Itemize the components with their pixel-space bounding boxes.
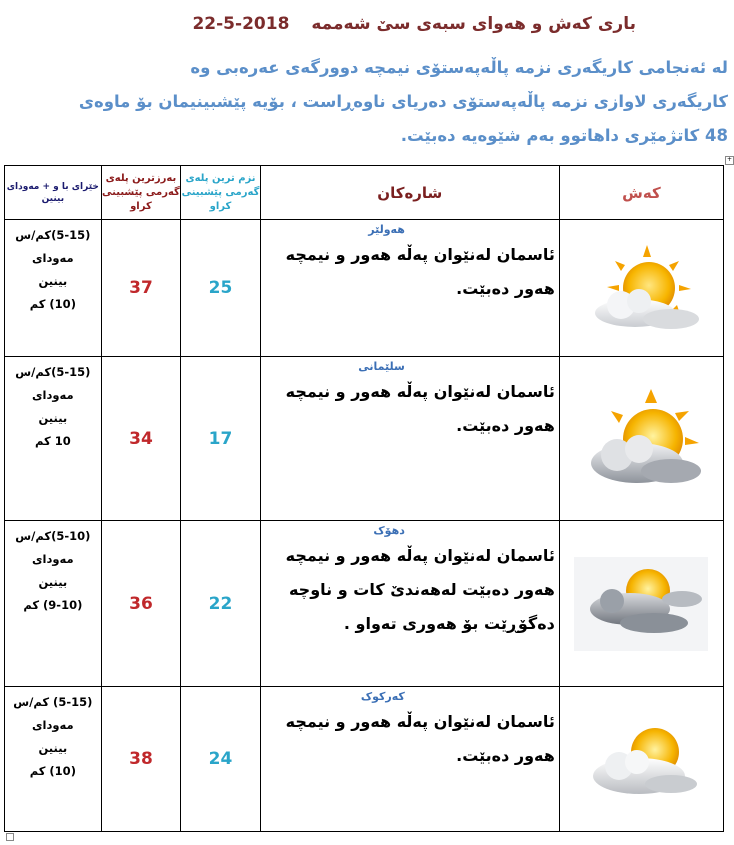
weather-icon-cell	[559, 687, 723, 832]
wind-speed: (5-15) کم/س	[13, 695, 93, 709]
city-cell	[260, 220, 559, 357]
wind-speed: (5-10)کم/س	[15, 529, 91, 543]
visibility-label-2: بینین	[38, 575, 68, 589]
table-move-handle[interactable]: +	[726, 156, 733, 163]
partly-cloudy-sun-icon	[579, 716, 703, 802]
city-name: کەرکوک	[360, 690, 405, 703]
wind-visibility-cell	[5, 687, 102, 832]
table-row	[5, 220, 724, 357]
visibility-value: 10 کم	[34, 434, 71, 448]
max-temp-cell: 37	[101, 220, 181, 357]
city-cell	[260, 521, 559, 687]
visibility-value: (9-10) کم	[23, 598, 83, 612]
table-row	[5, 687, 724, 832]
min-temp-cell: 17	[181, 357, 261, 521]
page-title	[192, 14, 636, 34]
visibility-label: مەودای	[32, 251, 74, 265]
title-text: باری کەش و هەوای سبەی سێ شەممە	[311, 14, 636, 34]
intro-line-3: 48 کاتژمێری داهاتوو بەم شێوەیە دەبێت.	[400, 126, 728, 145]
title-date: 2018-5-22	[192, 14, 290, 34]
wind-speed: (5-15)کم/س	[15, 228, 91, 242]
visibility-label-2: بینین	[38, 274, 68, 288]
table-header-row	[5, 166, 724, 220]
visibility-value: (10) کم	[29, 764, 76, 778]
max-temp-cell: 38	[101, 687, 181, 832]
header-max-temp: بەرزترین پلەی گەرمی پێشبینی کراو	[101, 166, 181, 220]
cloudy-sun-icon	[574, 557, 708, 651]
city-cell	[260, 687, 559, 832]
header-cities: شارەکان	[260, 166, 559, 220]
visibility-label: مەودای	[32, 552, 74, 566]
weather-description: ئاسمان لەنێوان پەڵە هەور و نیمچە هەور دەبێت.	[285, 382, 555, 435]
weather-description: ئاسمان لەنێوان پەڵە هەور و نیمچە هەور دەبێت.	[285, 712, 555, 765]
min-temp-cell: 24	[181, 687, 261, 832]
weather-icon-cell	[559, 220, 723, 357]
intro-line-2: کاریگەری لاوازی نزمە پاڵەپەستۆی دەریای ناوەڕاست ، بۆیە پێشبینیمان بۆ ماوەی	[78, 92, 728, 111]
wind-visibility-cell	[5, 220, 102, 357]
table-row	[5, 357, 724, 521]
weather-description: ئاسمان لەنێوان پەڵە هەور و نیمچە هەور دەبێت لەهەندێ کات و ناوچە دەگۆڕێت بۆ هەوری تەواو .	[285, 546, 555, 633]
weather-description: ئاسمان لەنێوان پەڵە هەور و نیمچە هەور دەبێت.	[285, 245, 555, 298]
header-min-temp: نزم ترین پلەی گەرمی پێشبینی کراو	[181, 166, 261, 220]
min-temp-cell: 22	[181, 521, 261, 687]
min-temp-cell: 25	[181, 220, 261, 357]
visibility-label-2: بینین	[38, 741, 68, 755]
city-cell	[260, 357, 559, 521]
sun-behind-cloud-icon	[567, 371, 715, 507]
visibility-value: (10) کم	[29, 297, 76, 311]
wind-speed: (5-15)کم/س	[15, 365, 91, 379]
wind-visibility-cell	[5, 521, 102, 687]
forecast-table	[4, 165, 724, 832]
header-weather: کەش	[559, 166, 723, 220]
visibility-label: مەودای	[32, 388, 74, 402]
intro-line-1: لە ئەنجامی کاریگەری نزمە پاڵەپەستۆی نیمچە دوورگەی عەرەبی وە	[190, 58, 728, 77]
wind-visibility-cell	[5, 357, 102, 521]
city-name: هەولێر	[368, 223, 405, 236]
max-temp-cell: 36	[101, 521, 181, 687]
weather-icon-cell	[559, 357, 723, 521]
max-temp-cell: 34	[101, 357, 181, 521]
city-name: دهۆک	[373, 524, 405, 537]
table-row	[5, 521, 724, 687]
header-wind: خێرای با و + مەودای بینین	[5, 166, 102, 220]
visibility-label-2: بینین	[38, 411, 68, 425]
visibility-label: مەودای	[32, 718, 74, 732]
partly-cloudy-sun-icon	[579, 243, 703, 333]
weather-icon-cell	[559, 521, 723, 687]
city-name: سلێمانی	[358, 360, 405, 373]
table-resize-handle[interactable]	[6, 833, 14, 841]
